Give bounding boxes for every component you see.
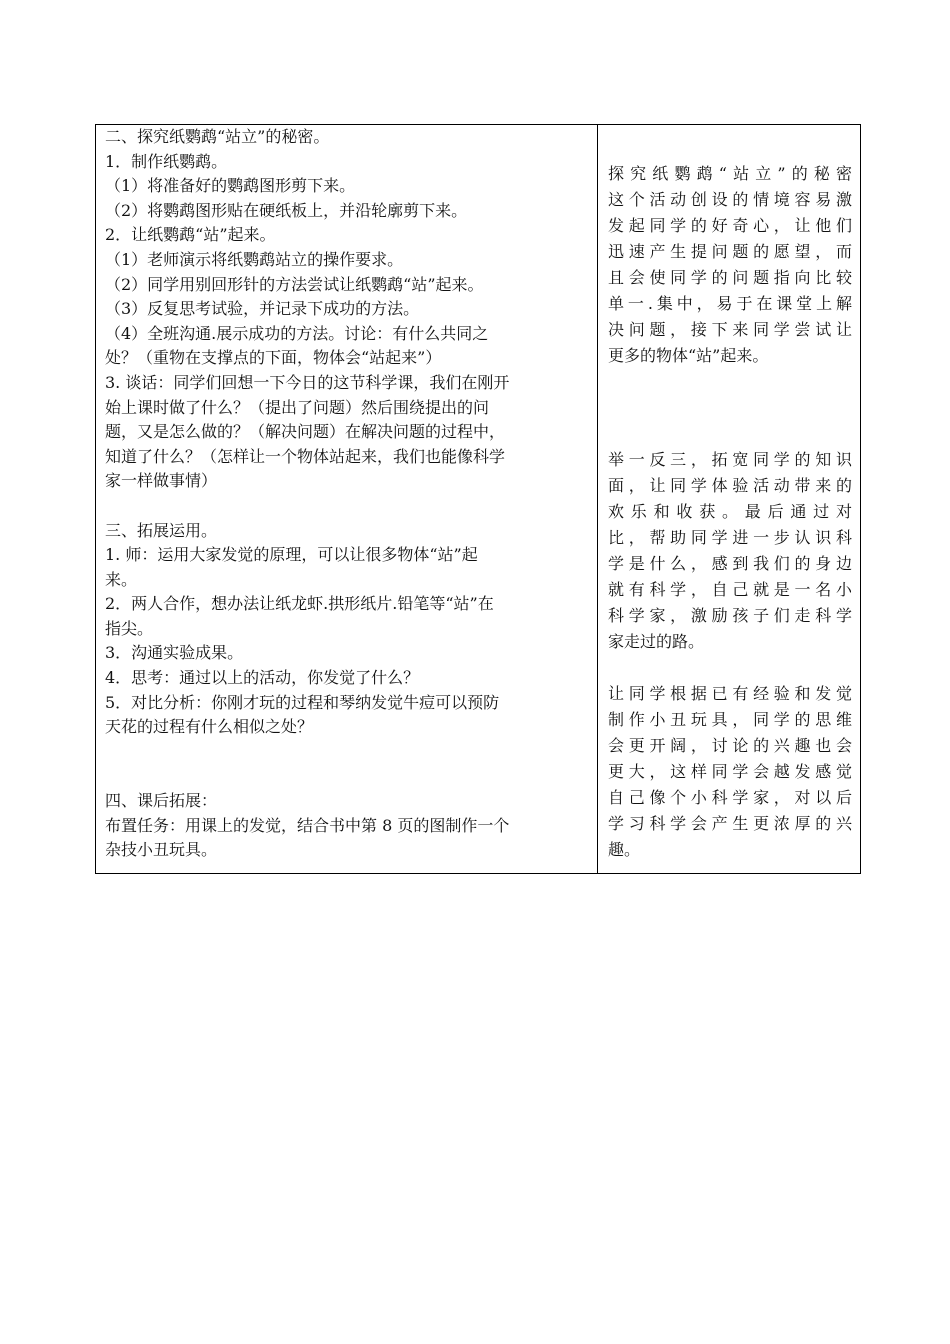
process-line: （3）反复思考试验，并记录下成功的方法。 xyxy=(105,299,420,319)
intent-line: 面，让同学体验活动带来的 xyxy=(608,476,852,495)
intent-line: 会更开阔，讨论的兴趣也会 xyxy=(608,736,852,755)
spacer xyxy=(608,369,852,395)
intent-line: 更多的物体“站”起来。 xyxy=(608,346,769,365)
process-line: 来。 xyxy=(105,569,138,589)
intent-paragraph-1 xyxy=(608,161,852,369)
intent-line: 制作小丑玩具，同学的思维 xyxy=(608,710,852,729)
process-line: 题，又是怎么做的？（解决问题）在解决问题的过程中， xyxy=(105,422,506,442)
spacer xyxy=(608,421,852,447)
process-line: 指尖。 xyxy=(105,618,154,638)
process-line: （1）老师演示将纸鹦鹉站立的操作要求。 xyxy=(105,249,404,269)
process-line: 始上课时做了什么？（提出了问题）然后围绕提出的问 xyxy=(105,397,490,417)
process-line: 4．思考：通过以上的活动，你发觉了什么？ xyxy=(105,668,420,688)
design-intent-column xyxy=(598,125,860,873)
process-line: 1. 师：运用大家发觉的原理，可以让很多物体“站”起 xyxy=(105,545,478,565)
blank-line xyxy=(105,740,589,765)
intent-paragraph-2 xyxy=(608,447,852,655)
spacer xyxy=(608,395,852,421)
lesson-table xyxy=(95,124,861,874)
process-line: 布置任务：用课上的发觉，结合书中第 8 页的图制作一个 xyxy=(105,815,510,835)
teaching-process-column xyxy=(96,125,598,873)
spacer xyxy=(608,655,852,681)
intent-line: 自己像个小科学家，对以后 xyxy=(608,788,852,807)
process-line: 3. 谈话：同学们回想一下今日的这节科学课，我们在刚开 xyxy=(105,372,510,392)
intent-line: 举一反三，拓宽同学的知识 xyxy=(608,450,852,469)
intent-line: 发起同学的好奇心，让他们 xyxy=(608,216,852,235)
process-line: 四、课后拓展： xyxy=(105,791,218,811)
process-line: 5．对比分析：你刚才玩的过程和琴纳发觉牛痘可以预防 xyxy=(105,692,500,712)
process-line: 2．让纸鹦鹉“站”起来。 xyxy=(105,225,276,245)
blank-line xyxy=(105,764,589,789)
process-line: 知道了什么？（怎样让一个物体站起来，我们也能像科学 xyxy=(105,446,506,466)
intent-line: 迅速产生提问题的愿望，而 xyxy=(608,242,852,261)
process-line: 3．沟通实验成果。 xyxy=(105,643,244,663)
process-line: 1．制作纸鹦鹉。 xyxy=(105,151,228,171)
intent-line: 比，帮助同学进一步认识科 xyxy=(608,528,852,547)
intent-line: 科学家，激励孩子们走科学 xyxy=(608,606,852,625)
process-line: （2）同学用别回形针的方法尝试让纸鹦鹉“站”起来。 xyxy=(105,274,484,294)
process-line: 处？（重物在支撑点的下面，物体会“站起来”） xyxy=(105,348,442,368)
intent-line: 这个活动创设的情境容易激 xyxy=(608,190,852,209)
process-line: （1）将准备好的鹦鹉图形剪下来。 xyxy=(105,176,356,196)
intent-line: 探究纸鹦鹉“站立”的秘密 xyxy=(608,164,852,183)
process-line: 2．两人合作，想办法让纸龙虾.拱形纸片.铅笔等“站”在 xyxy=(105,594,494,614)
intent-line: 学是什么，感到我们的身边 xyxy=(608,554,852,573)
process-line: 杂技小丑玩具。 xyxy=(105,840,218,860)
intent-line: 趣。 xyxy=(608,840,641,859)
process-line: 天花的过程有什么相似之处？ xyxy=(105,717,314,737)
intent-line: 就有科学，自己就是一名小 xyxy=(608,580,852,599)
process-line: （2）将鹦鹉图形贴在硬纸板上，并沿轮廓剪下来。 xyxy=(105,200,468,220)
process-line: 三、拓展运用。 xyxy=(105,520,218,540)
process-line: （4）全班沟通.展示成功的方法。讨论：有什么共同之 xyxy=(105,323,489,343)
intent-line: 单一.集中，易于在课堂上解 xyxy=(608,294,852,313)
intent-line: 让同学根据已有经验和发觉 xyxy=(608,684,852,703)
intent-line: 欢乐和收获。最后通过对 xyxy=(608,502,852,521)
spacer xyxy=(608,125,852,161)
intent-line: 且会使同学的问题指向比较 xyxy=(608,268,852,287)
intent-paragraph-3 xyxy=(608,681,852,863)
intent-line: 家走过的路。 xyxy=(608,632,705,651)
intent-line: 学习科学会产生更浓厚的兴 xyxy=(608,814,852,833)
process-line: 家一样做事情） xyxy=(105,471,218,491)
blank-line xyxy=(105,494,589,519)
process-line: 二、探究纸鹦鹉“站立”的秘密。 xyxy=(105,127,330,146)
intent-line: 决问题，接下来同学尝试让 xyxy=(608,320,852,339)
intent-line: 更大，这样同学会越发感觉 xyxy=(608,762,852,781)
